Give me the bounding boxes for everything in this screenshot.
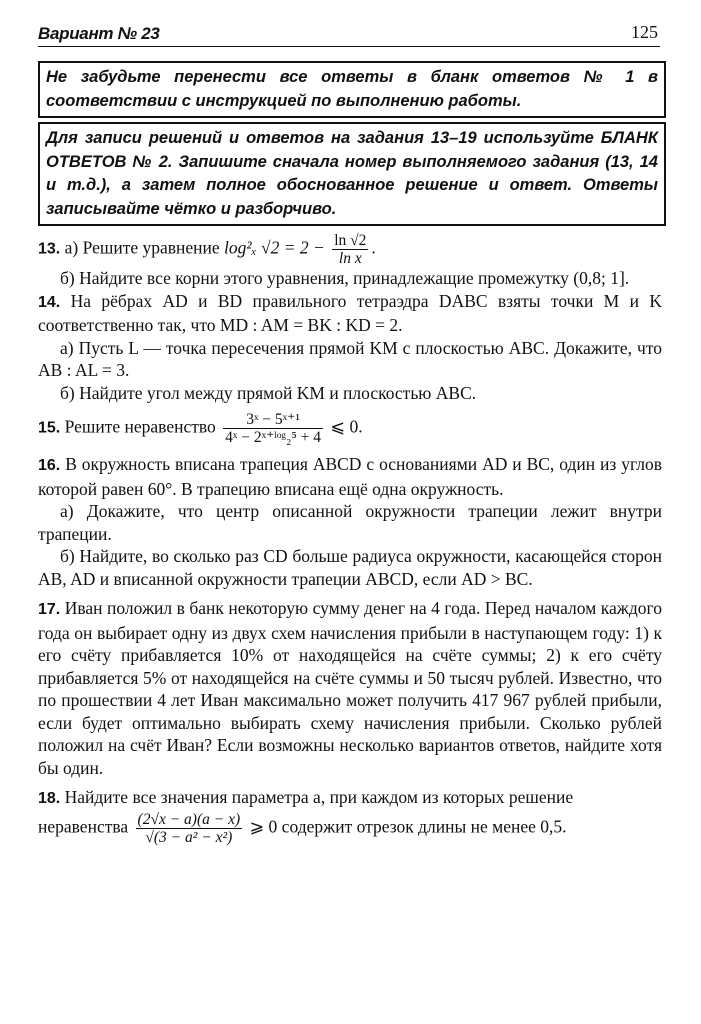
problem-text: На рёбрах AD и BD правильного тетраэдра DABC взяты точки M и K соответственно так, что MD : AM = BK : KD = 2. — [38, 290, 662, 335]
denominator: ln x — [338, 250, 362, 267]
problem-text: Иван положил в банк некоторую сумму денег на 4 года. Перед началом каждого года он выбирает одну из двух схем начисления прибыли в наступающем году: 1) к его счёту прибавляется 10% от находящейся на счёте суммы; 2) к его счёту прибавляется 5% от находящейся на счёте суммы и 50 тысяч рублей. Известно, что по прошествии 4 лет Иван максимально может получить 417 967 рублей прибыли, если будет оптимально выбирать схему начисления прибыли. Сколько рублей положил на счёт Иван? Если возможны несколько вариантов ответов, найдите хотя бы один. — [38, 598, 662, 778]
numerator: (2√x − a)(a − x) — [137, 810, 241, 828]
problem-17 — [38, 597, 662, 779]
problem-number: 14. — [38, 293, 61, 311]
problem-text: Решите неравенство — [64, 416, 216, 437]
denominator: 4ˣ − 2ˣ⁺ˡᵒᵍ₂⁵ + 4 — [225, 429, 322, 446]
problem-text: неравенства — [38, 816, 129, 837]
problem-13b: б) Найдите все корни этого уравнения, принадлежащие промежутку (0,8; 1]. — [60, 268, 630, 288]
problem-15 — [38, 411, 662, 446]
numerator: ln √2 — [334, 232, 367, 249]
problem-16b: б) Найдите, во сколько раз CD больше радиуса окружности, касающейся сторон AB, AD и вписанной окружности трапеции ABCD, если AD > BC. — [38, 546, 662, 589]
problem-text: Найдите все значения параметра a, при каждом из которых решение — [64, 787, 574, 807]
math-expression: ⩽ 0. — [330, 416, 363, 437]
denominator: √(3 − a² − x²) — [145, 828, 233, 846]
problem-number: 18. — [38, 790, 61, 807]
problem-13a — [38, 232, 662, 267]
problem-16a: а) Докажите, что центр описанной окружности трапеции лежит внутри трапеции. — [38, 501, 662, 544]
problem-number: 16. — [38, 457, 61, 474]
numerator: 3ˣ − 5ˣ⁺¹ — [223, 411, 323, 429]
problem-text: В окружность вписана трапеция ABCD с основаниями AD и BC, один из углов которой равен 60°. В трапецию вписана ещё одна окружность. — [38, 454, 663, 499]
variant-label: Вариант № 23 — [38, 24, 160, 43]
problem-number: 13. — [38, 240, 61, 258]
fraction — [136, 811, 243, 846]
problem-18 — [38, 786, 662, 811]
problem-text: а) Решите уравнение — [64, 237, 220, 258]
punctuation: . — [371, 237, 376, 258]
problem-14b: б) Найдите угол между прямой KM и плоскостью ABC. — [60, 382, 477, 403]
fraction — [223, 411, 323, 446]
page-number: 125 — [631, 22, 658, 42]
problem-14a: а) Пусть L — точка пересечения прямой KM с плоскостью ABC. Докажите, что AB : AL = 3. — [38, 337, 662, 380]
problem-number: 17. — [38, 601, 61, 618]
problem-16 — [38, 453, 662, 500]
notice-box-answers-form-2: Для записи решений и ответов на задания 13–19 используйте БЛАНК ОТВЕТОВ № 2. Запишите сначала номер выполняемого задания (13, 14 и т.д.), а затем полное обоснованное решение и ответ. Ответы записывайте чётко и разборчиво. — [38, 122, 666, 226]
problem-text: ⩾ 0 содержит отрезок длины не менее 0,5. — [249, 816, 567, 837]
notice-box-answers-form-1: Не забудьте перенести все ответы в бланк ответов № 1 в соответствии с инструкцией по выполнению работы. — [38, 61, 666, 118]
page-header — [38, 22, 660, 47]
problem-18-inequality — [38, 811, 662, 846]
problem-number: 15. — [38, 419, 61, 437]
problems — [38, 232, 662, 846]
problem-14 — [38, 290, 662, 337]
fraction — [332, 232, 368, 267]
math-expression: log²ₓ √2 = 2 − — [224, 237, 325, 258]
